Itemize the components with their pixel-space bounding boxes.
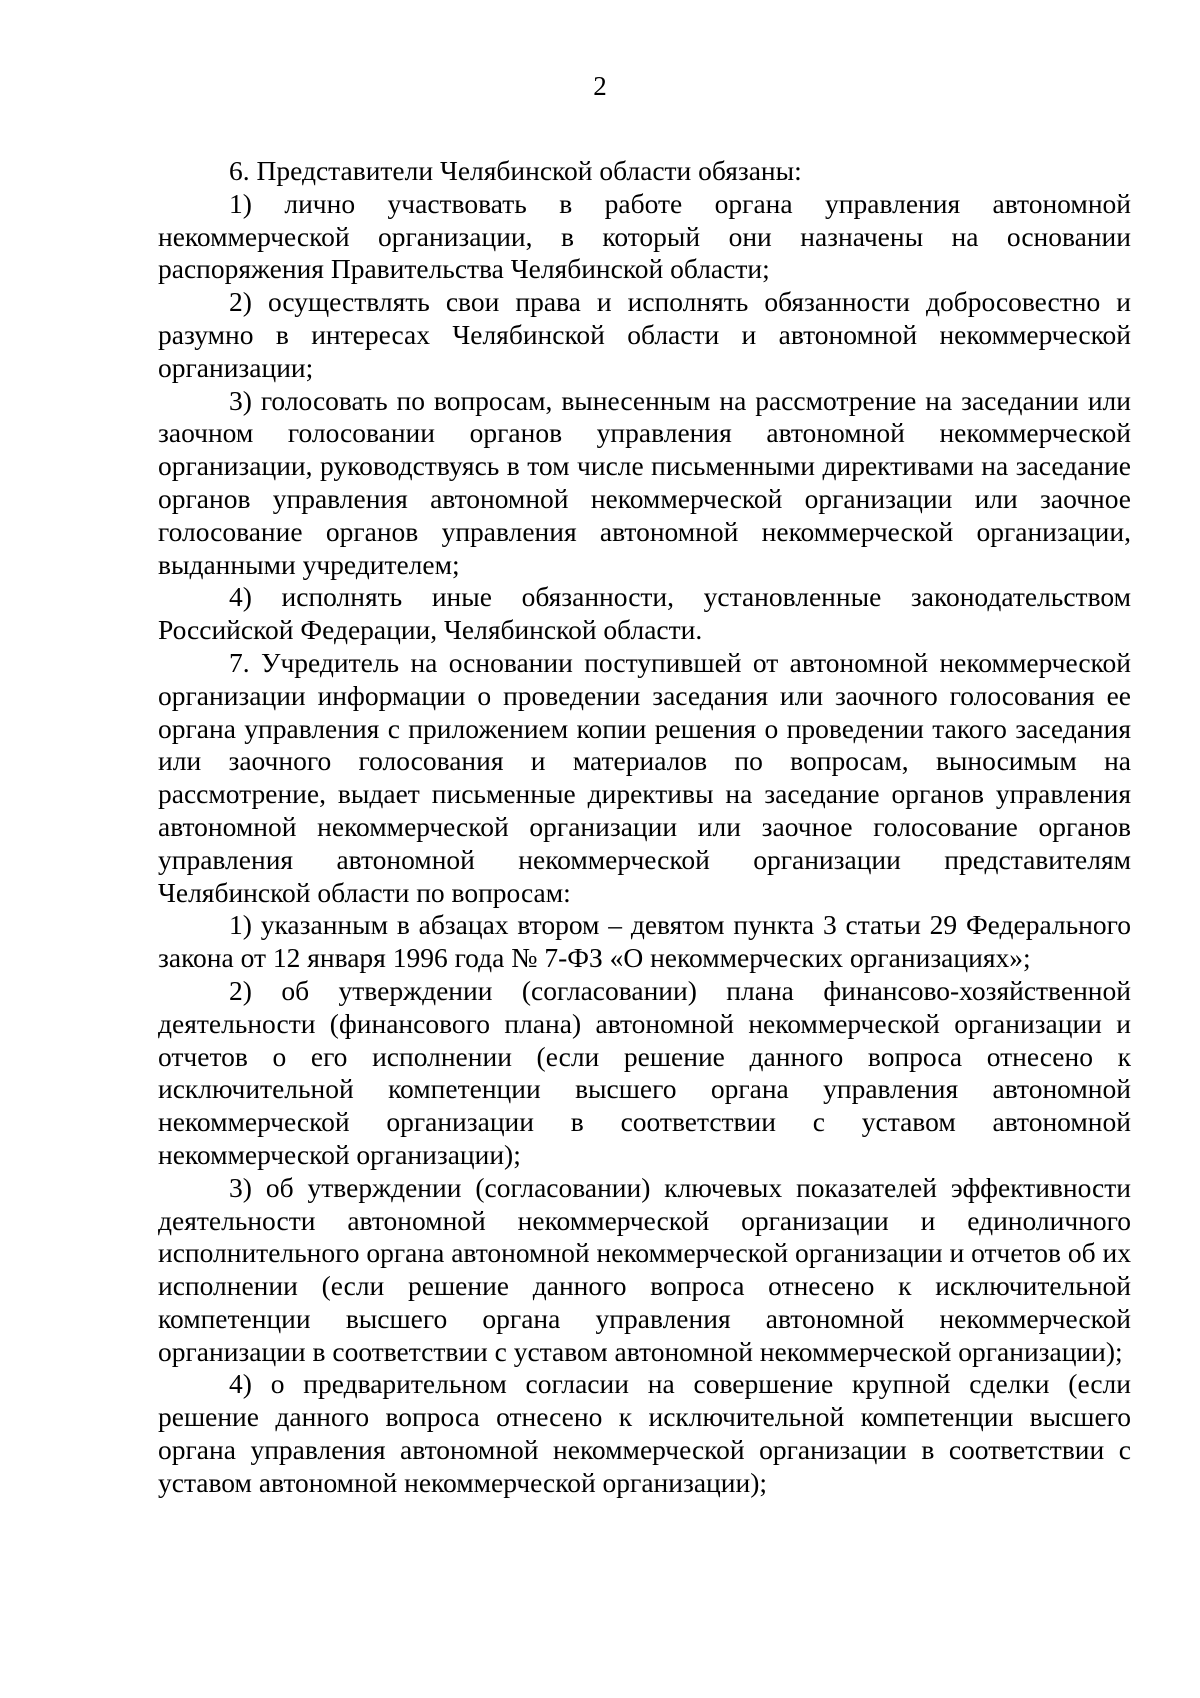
paragraph-6-item-4: 4) исполнять иные обязанности, установленные законодательством Российской Федерации, Челябинской области. (158, 581, 1131, 646)
paragraph-6-item-2: 2) осуществлять свои права и исполнять обязанности добросовестно и разумно в интересах Челябинской области и автономной некоммерческой организации; (158, 286, 1131, 383)
paragraph-6-heading: 6. Представители Челябинской области обязаны: (229, 155, 802, 186)
paragraph-7-item-3: 3) об утверждении (согласовании) ключевых показателей эффективности деятельности автономной некоммерческой организации и единоличного исполнительного органа автономной некоммерческой организации и отчетов об их исполнении (если решение данного вопроса отнесено к исключительной компетенции высшего органа управления автономной некоммерческой организации в соответствии с уставом автономной некоммерческой организации); (158, 1171, 1131, 1367)
page-number: 2 (593, 71, 607, 101)
paragraph-7-item-4: 4) о предварительном согласии на совершение крупной сделки (если решение данного вопроса отнесено к исключительной компетенции высшего органа управления автономной некоммерческой организации в соответствии с уставом автономной некоммерческой организации); (158, 1368, 1131, 1498)
paragraph-6-item-1: 1) лично участвовать в работе органа управления автономной некоммерческой организации, в который они назначены на основании распоряжения Правительства Челябинской области; (158, 187, 1131, 285)
document-body (158, 155, 1131, 1500)
paragraph-7-heading: 7. Учредитель на основании поступившей от автономной некоммерческой организации информации о проведении заседания или заочного голосования ее органа управления с приложением копии решения о проведении такого заседания или заочного голосования и материалов по вопросам, выносимым на рассмотрение, выдает письменные директивы на заседание органов управления автономной некоммерческой организации или заочное голосование органов управления автономной некоммерческой организации представителям Челябинской области по вопросам: (158, 646, 1131, 908)
paragraph-6-item-3: 3) голосовать по вопросам, вынесенным на рассмотрение на заседании или заочном голосовании органов управления автономной некоммерческой организации, руководствуясь в том числе письменными директивами на заседание органов управления автономной некоммерческой организации или заочное голосование органов управления автономной некоммерческой организации, выданными учредителем; (158, 384, 1131, 580)
paragraph-7-item-1: 1) указанным в абзацах втором – девятом пункта 3 статьи 29 Федерального закона от 12 января 1996 года № 7-ФЗ «О некоммерческих организациях»; (158, 909, 1131, 974)
paragraph-7-item-2: 2) об утверждении (согласовании) плана финансово-хозяйственной деятельности (финансового плана) автономной некоммерческой организации и отчетов о его исполнении (если решение данного вопроса отнесено к исключительной компетенции высшего органа управления автономной некоммерческой организации в соответствии с уставом автономной некоммерческой организации); (158, 974, 1131, 1170)
